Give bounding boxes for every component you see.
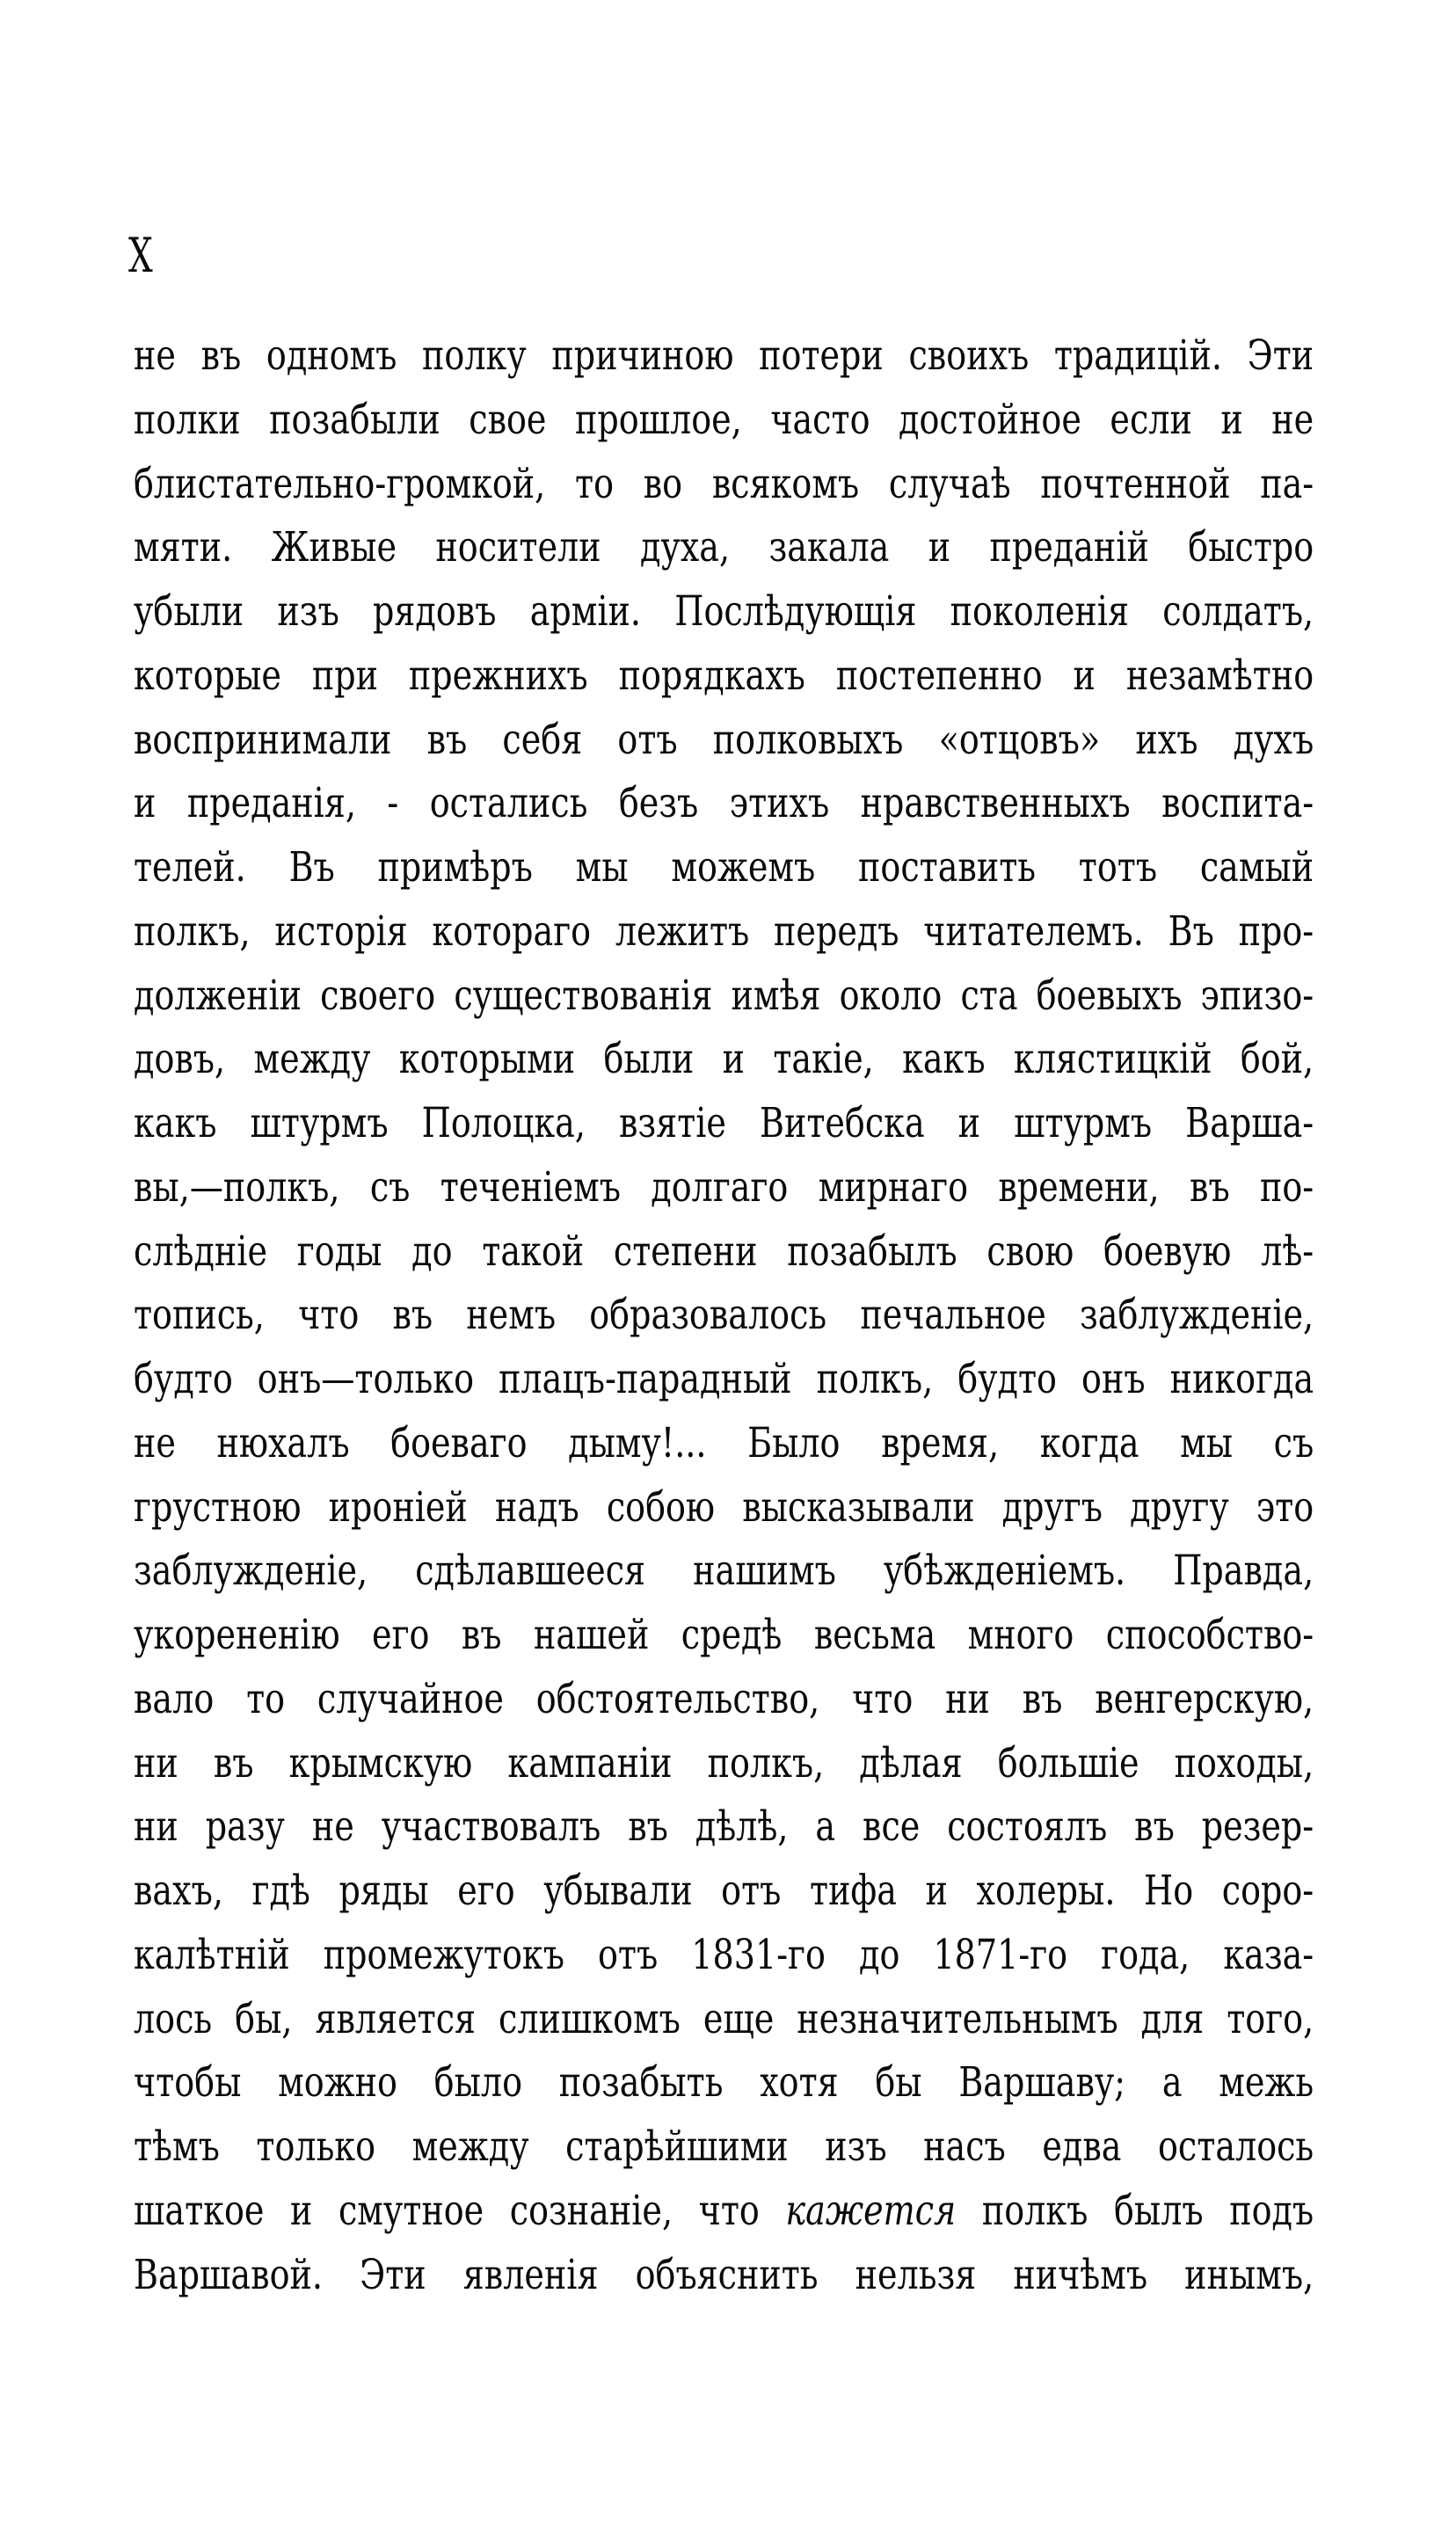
text-segment: укорененію его въ нашей средѣ весьма много способство- bbox=[134, 1611, 1314, 1659]
text-line bbox=[134, 2244, 1314, 2308]
text-segment: топись, что въ немъ образовалось печальное заблужденіе, bbox=[134, 1291, 1314, 1340]
text-line bbox=[134, 324, 1314, 389]
body-text bbox=[134, 324, 1314, 2307]
text-line bbox=[134, 1924, 1314, 1988]
text-segment: блистательно-громкой, то во всякомъ случаѣ почтенной па- bbox=[134, 459, 1314, 508]
text-segment: долженіи своего существованія имѣя около ста боевыхъ эпизо- bbox=[134, 971, 1314, 1020]
text-segment: воспринимали въ себя отъ полковыхъ «отцовъ» ихъ духъ bbox=[134, 715, 1314, 764]
text-segment: Варшавой. Эти явленія объяснить нельзя ничѣмъ инымъ, bbox=[134, 2250, 1314, 2299]
text-line bbox=[134, 900, 1314, 965]
text-segment: слѣдніе годы до такой степени позабылъ свою боевую лѣ- bbox=[134, 1227, 1314, 1276]
text-segment: вахъ, гдѣ ряды его убывали отъ тифа и холеры. Но соро- bbox=[134, 1867, 1314, 1915]
text-segment: полки позабыли свое прошлое, часто достойное если и не bbox=[134, 395, 1314, 444]
text-segment: чтобы можно было позабыть хотя бы Варшаву; а межь bbox=[134, 2058, 1314, 2108]
text-segment: не нюхалъ боеваго дыму!... Было время, когда мы съ bbox=[134, 1418, 1314, 1467]
text-line bbox=[134, 1220, 1314, 1285]
text-segment: мяти. Живые носители духа, закала и преданій быстро bbox=[134, 523, 1314, 572]
text-line bbox=[134, 1732, 1314, 1796]
text-line bbox=[134, 1092, 1314, 1156]
text-line bbox=[134, 1412, 1314, 1476]
text-segment: ни въ крымскую кампаніи полкъ, дѣлая большіе походы, bbox=[134, 1738, 1314, 1787]
text-line bbox=[134, 772, 1314, 836]
text-line bbox=[134, 1348, 1314, 1412]
text-segment: вало то случайное обстоятельство, что ни въ венгерскую, bbox=[134, 1674, 1314, 1723]
text-line bbox=[134, 1668, 1314, 1732]
text-line bbox=[134, 453, 1314, 517]
text-segment: калѣтній промежутокъ отъ 1831-го до 1871-го года, каза- bbox=[134, 1930, 1314, 1979]
text-segment: какъ штурмъ Полоцка, взятіе Витебска и штурмъ Варша- bbox=[134, 1099, 1314, 1147]
text-segment: тѣмъ только между старѣйшими изъ насъ едва осталось bbox=[134, 2122, 1314, 2171]
text-line bbox=[134, 2115, 1314, 2180]
text-line bbox=[134, 709, 1314, 773]
text-segment: будто онъ—только плацъ-парадный полкъ, будто онъ никогда bbox=[134, 1355, 1314, 1403]
text-line bbox=[134, 836, 1314, 900]
text-segment: довъ, между которыми были и такіе, какъ клястицкій бой, bbox=[134, 1035, 1314, 1084]
text-line bbox=[134, 389, 1314, 453]
text-segment: вы,—полкъ, съ теченіемъ долгаго мирнаго времени, въ по- bbox=[134, 1162, 1314, 1212]
text-line bbox=[134, 1988, 1314, 2052]
text-segment: которые при прежнихъ порядкахъ постепенно и незамѣтно bbox=[134, 651, 1314, 700]
text-segment: ни разу не участвовалъ въ дѣлѣ, а все состоялъ въ резер- bbox=[134, 1802, 1314, 1852]
text-segment: лось бы, является слишкомъ еще незначительнымъ для того, bbox=[134, 1994, 1314, 2043]
text-line bbox=[134, 516, 1314, 580]
text-segment: телей. Въ примѣръ мы можемъ поставить тотъ самый bbox=[134, 843, 1314, 892]
text-line bbox=[134, 644, 1314, 709]
text-line bbox=[134, 1795, 1314, 1860]
text-line bbox=[134, 1604, 1314, 1668]
text-segment: убыли изъ рядовъ арміи. Послѣдующія поколенія солдатъ, bbox=[134, 587, 1314, 636]
text-line bbox=[134, 965, 1314, 1029]
text-line bbox=[134, 1156, 1314, 1220]
text-segment: полкъ, исторія котораго лежитъ передъ читателемъ. Въ про- bbox=[134, 906, 1314, 956]
text-line bbox=[134, 1028, 1314, 1092]
text-segment: не въ одномъ полку причиною потери своихъ традицій. Эти bbox=[134, 331, 1314, 380]
text-segment: шаткое и смутное сознаніе, что bbox=[134, 2186, 786, 2235]
text-line bbox=[134, 1476, 1314, 1540]
text-line bbox=[134, 1540, 1314, 1604]
text-segment: и преданія, - остались безъ этихъ нравственныхъ воспита- bbox=[134, 779, 1314, 828]
page-number: X bbox=[128, 228, 153, 283]
text-segment: полкъ былъ подъ bbox=[956, 2186, 1314, 2235]
text-line bbox=[134, 2180, 1314, 2244]
text-segment: заблужденіе, сдѣлавшееся нашимъ убѣжденіемъ. Правда, bbox=[134, 1547, 1314, 1596]
text-line bbox=[134, 1860, 1314, 1924]
text-line bbox=[134, 2051, 1314, 2115]
text-segment: грустною ироніей надъ собою высказывали другъ другу это bbox=[134, 1482, 1314, 1532]
text-line bbox=[134, 1284, 1314, 1348]
text-line bbox=[134, 580, 1314, 644]
italic-word: кажется bbox=[785, 2186, 957, 2235]
